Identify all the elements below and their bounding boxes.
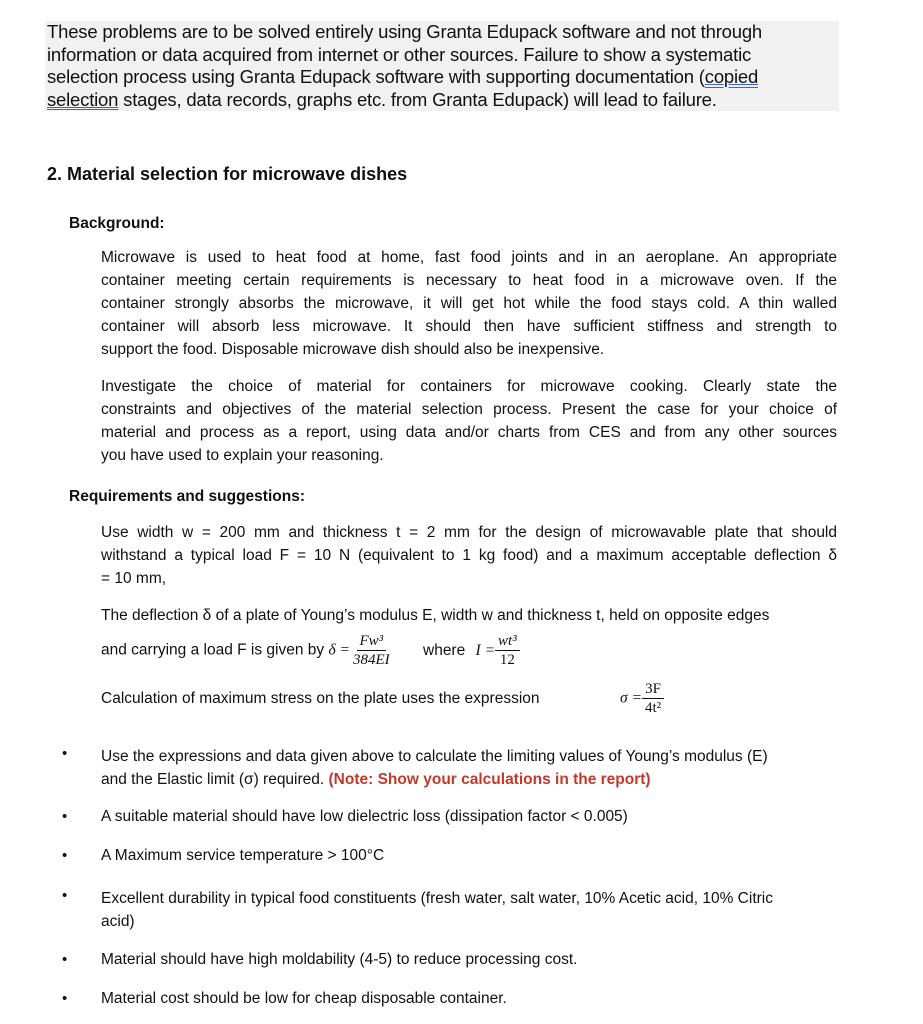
notice-line: These problems are to be solved entirely using Granta Edupack software and not through [47,21,763,42]
denominator: 384EI [353,652,390,668]
requirements-paragraph [101,521,837,590]
spellcheck-underlined-word: selection [47,88,119,110]
text-line: Investigate the choice of material for containers for microwave cooking. Clearly state the [101,378,837,395]
deflection-formula-line [101,632,520,669]
bullet-icon: • [62,990,68,1007]
text-line: container strongly absorbs the microwave, it will get hot while the food stays cold. A thin walled [101,295,837,312]
notice-paragraph [45,21,839,111]
text-line: container will absorb less microwave. It should then have sufficient stiffness and strength to [101,318,837,335]
background-paragraph-2 [101,375,837,467]
bullet-icon: • [62,887,68,904]
delta-fraction [350,632,393,669]
bullet-item [101,887,773,933]
bullet-icon: • [62,847,68,864]
sigma-fraction [642,680,664,717]
denominator: 4t² [644,700,662,716]
sigma-lhs: σ = [620,689,642,707]
bullet-icon: • [62,745,68,762]
bullet-item: Material cost should be low for cheap disposable container. [101,990,507,1007]
text-line: you have used to explain your reasoning. [101,447,384,464]
stress-formula [620,680,664,717]
text-line: Excellent durability in typical food constituents (fresh water, salt water, 10% Acetic acid, 10% Citric [101,890,773,907]
I-lhs: I = [475,641,496,659]
text-line: Microwave is used to heat food at home, fast food joints and in an aeroplane. An appropriate [101,249,837,266]
bullet-item: Material should have high moldability (4-5) to reduce processing cost. [101,951,578,968]
I-fraction [495,632,520,669]
text-line: Use the expressions and data given above to calculate the limiting values of Young’s modulus (E) [101,748,768,765]
note-text: (Note: Show your calculations in the report) [328,771,651,788]
text: where [423,641,466,659]
text-line: material and process as a report, using data and/or charts from CES and from any other sources [101,424,837,441]
bullet-item: A suitable material should have low dielectric loss (dissipation factor < 0.005) [101,808,628,825]
requirements-heading: Requirements and suggestions: [69,488,305,505]
text-line: acid) [101,913,135,930]
spellcheck-underlined-word: copied [704,66,759,87]
numerator: 3F [642,680,664,699]
text: selection process using Granta Edupack software with supporting documentation ( [47,66,705,87]
background-heading: Background: [69,215,165,232]
bullet-item: A Maximum service temperature > 100°C [101,847,385,864]
deflection-line: The deflection δ of a plate of Young’s modulus E, width w and thickness t, held on opposite edges [101,607,770,624]
bullet-icon: • [62,951,68,968]
text-line: = 10 mm, [101,570,167,587]
delta-lhs: δ = [328,641,351,659]
notice-line [47,89,837,112]
text: and the Elastic limit (σ) required. [101,771,329,788]
bullet-icon: • [62,808,68,825]
numerator: Fw³ [357,632,387,651]
numerator: wt³ [495,632,520,651]
text-line: support the food. Disposable microwave dish should also be inexpensive. [101,341,605,358]
background-paragraph-1 [101,246,837,361]
text: and carrying a load F is given by [101,641,325,659]
text-line: container meeting certain requirements is necessary to heat food in a microwave oven. If the [101,272,837,289]
bullet-item [101,745,768,791]
text-line: withstand a typical load F = 10 N (equivalent to 1 kg food) and a maximum acceptable deflection δ [101,547,837,564]
text-line: constraints and objectives of the material selection process. Present the case for your choice of [101,401,837,418]
section-heading: 2. Material selection for microwave dishes [47,164,408,184]
denominator: 12 [499,652,515,668]
text: stages, data records, graphs etc. from Granta Edupack) will lead to failure. [118,88,717,110]
notice-line: information or data acquired from internet or other sources. Failure to show a systematic [47,43,752,65]
text-line: Use width w = 200 mm and thickness t = 2 mm for the design of microwavable plate that should [101,524,837,541]
notice-line [47,66,837,89]
stress-text: Calculation of maximum stress on the plate uses the expression [101,690,540,707]
text-line [101,768,768,791]
